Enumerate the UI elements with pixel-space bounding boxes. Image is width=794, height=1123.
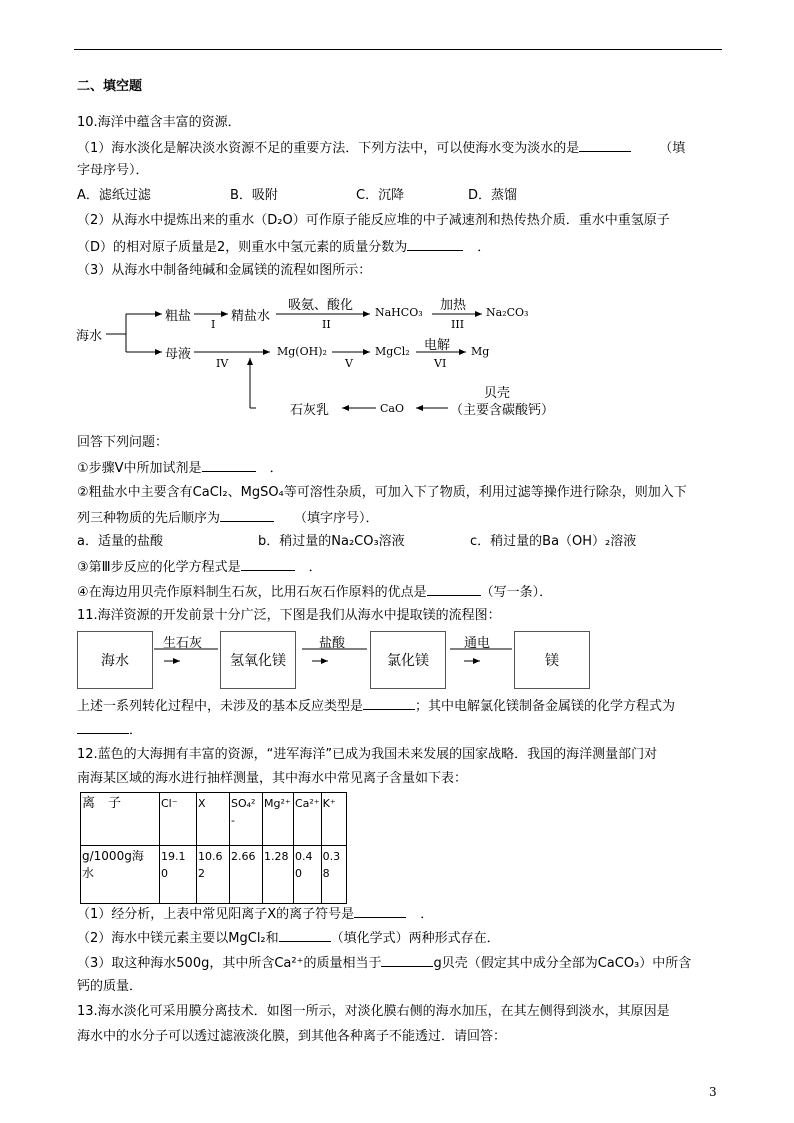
table-header-row: [81, 793, 347, 846]
node-refined-brine: 精盐水: [231, 309, 271, 324]
answer-blank[interactable]: [427, 582, 481, 596]
answer-blank[interactable]: [279, 928, 331, 942]
q10-sub1: ①步骤Ⅴ中所加试剂是 ．: [77, 458, 283, 478]
q12-stem: 12.蓝色的大海拥有丰富的资源，“进军海洋”已成为我国未来发展的国家战略．我国的海洋测量部门对: [77, 747, 658, 762]
q10-answer-intro: 回答下列问题：: [77, 435, 169, 450]
answer-blank[interactable]: [241, 557, 295, 571]
table-cell: 2.66: [230, 846, 263, 904]
q10-part2: （2）从海水中提炼出来的重水（D₂O）可作原子能反应堆的中子减速剂和热传热介质．重水中重氢原子: [77, 213, 670, 228]
box-magnesium-hydroxide: 氢氧化镁: [220, 631, 296, 689]
q12-stem-cont: 南海某区域的海水进行抽样测量，其中海水中常见离子含量如下表：: [77, 771, 468, 786]
answer-blank[interactable]: [407, 237, 463, 251]
magnesium-extraction-diagram: [74, 628, 594, 692]
label-quicklime: 生石灰: [163, 636, 203, 651]
q10-part3: （3）从海水中制备纯碱和金属镁的流程如图所示：: [77, 263, 372, 278]
q10-part2-cont: （D）的相对原子质量是2，则重水中氢元素的质量分数为 ．: [77, 237, 490, 257]
step-label-4: IV: [216, 357, 229, 370]
reagent-c: c．稍过量的Ba（OH）₂溶液: [470, 534, 637, 549]
node-shell: 贝壳: [484, 386, 511, 401]
table-header-cell: Cl⁻: [160, 793, 197, 846]
label-heat: 加热: [440, 298, 467, 313]
q10-option-d: D．蒸馏: [468, 188, 518, 203]
q12-part3: （3）取这种海水500g，其中所含Ca²⁺的质量相当于 g贝壳（假定其中成分全部为CaCO₃）中所含: [77, 953, 691, 973]
q10-sub2: ②粗盐水中主要含有CaCl₂、MgSO₄等可溶性杂质，可加入下了物质，利用过滤等操作进行除杂，则加入下: [77, 485, 687, 500]
answer-blank[interactable]: [77, 720, 129, 734]
table-cell: 19.1 0: [160, 846, 197, 904]
q11-text: 上述一系列转化过程中，未涉及的基本反应类型是 ；其中电解氯化镁制备金属镁的化学方程式为: [77, 696, 675, 716]
label-electrify: 通电: [464, 636, 491, 651]
q12-part2: （2）海水中镁元素主要以MgCl₂和 （填化学式）两种形式存在．: [77, 928, 500, 948]
q10-sub3: ③第Ⅲ步反应的化学方程式是 ．: [77, 557, 322, 577]
table-header-cell: K⁺: [321, 793, 346, 846]
answer-blank[interactable]: [363, 696, 415, 710]
node-na2co3: Na₂CO₃: [486, 306, 529, 319]
header-rule: [74, 49, 722, 50]
table-row-label: g/1000g海 水: [81, 846, 160, 904]
table-cell: 0.4 0: [294, 846, 322, 904]
node-shell-note: （主要含碳酸钙）: [450, 403, 555, 418]
q10-sub4: ④在海边用贝壳作原料制生石灰，比用石灰石作原料的优点是 （写一条）．: [77, 582, 552, 602]
q10-option-c: C．沉降: [356, 188, 405, 203]
q12-part3-cont: 钙的质量．: [77, 979, 143, 994]
table-header-cell: SO₄² -: [230, 793, 263, 846]
q10-stem: 10.海洋中蕴含丰富的资源．: [77, 115, 241, 130]
q10-option-a: A．滤纸过滤: [77, 188, 151, 203]
ion-content-table: [80, 792, 347, 904]
step-label-6: VI: [434, 357, 447, 370]
answer-blank[interactable]: [220, 508, 274, 522]
node-mother-liquor: 母液: [165, 347, 192, 362]
q11-stem: 11.海洋资源的开发前景十分广泛，下图是我们从海水中提取镁的流程图：: [77, 608, 501, 623]
q13-line1: 13.海水淡化可采用膜分离技术．如图一所示，对淡化膜右侧的海水加压，在其左侧得到淡水，其原因是: [77, 1004, 670, 1019]
node-nahco3: NaHCO₃: [375, 306, 423, 319]
table-header-cell: 离 子: [81, 793, 160, 846]
node-mgoh2: Mg(OH)₂: [277, 345, 327, 358]
table-header-cell: Mg²⁺: [263, 793, 294, 846]
box-magnesium-chloride: 氯化镁: [370, 631, 446, 689]
q11-text-cont: ．: [77, 720, 142, 740]
q10-option-b: B．吸附: [230, 188, 278, 203]
q10-sub2-cont: 列三种物质的先后顺序为 （填字序号）．: [77, 508, 379, 528]
table-row: [81, 846, 347, 904]
step-label-1: I: [211, 318, 216, 331]
answer-blank[interactable]: [579, 138, 631, 152]
table-cell: 1.28: [263, 846, 294, 904]
node-mg: Mg: [471, 345, 490, 358]
box-magnesium: 镁: [514, 631, 590, 689]
step-label-2: II: [322, 318, 331, 331]
node-cao: CaO: [380, 402, 404, 415]
section-title: 二、填空题: [77, 79, 143, 94]
table-header-cell: X: [197, 793, 230, 846]
box-seawater: 海水: [77, 631, 153, 689]
node-seawater: 海水: [76, 329, 103, 344]
q10-part1-cont: 字母序号）．: [77, 163, 149, 178]
table-header-cell: Ca²⁺: [294, 793, 322, 846]
reagent-a: a．适量的盐酸: [77, 534, 163, 549]
step-label-5: V: [345, 357, 353, 370]
label-ammonia-acidify: 吸氨、酸化: [288, 298, 354, 313]
seawater-process-diagram: [74, 292, 564, 426]
answer-blank[interactable]: [202, 458, 256, 472]
reagent-b: b．稍过量的Na₂CO₃溶液: [258, 534, 405, 549]
label-hydrochloric-acid: 盐酸: [319, 636, 346, 651]
q12-part1: （1）经分析，上表中常见阳离子X的离子符号是 ．: [77, 904, 433, 924]
answer-blank[interactable]: [354, 904, 406, 918]
label-electrolysis: 电解: [424, 338, 451, 353]
table-cell: 10.6 2: [197, 846, 230, 904]
q10-part1: （1）海水淡化是解决淡水资源不足的重要方法．下列方法中，可以使海水变为淡水的是 （填: [77, 138, 685, 158]
answer-blank[interactable]: [381, 953, 433, 967]
table-cell: 0.3 8: [321, 846, 346, 904]
page-number: 3: [709, 1085, 717, 1099]
node-mgcl2: MgCl₂: [375, 345, 410, 358]
step-label-3: III: [451, 318, 465, 331]
node-crude-salt: 粗盐: [165, 309, 192, 324]
q13-line2: 海水中的水分子可以透过滤液淡化膜，到其他各种离子不能透过．请回答：: [77, 1029, 507, 1044]
node-lime-milk: 石灰乳: [290, 403, 330, 418]
